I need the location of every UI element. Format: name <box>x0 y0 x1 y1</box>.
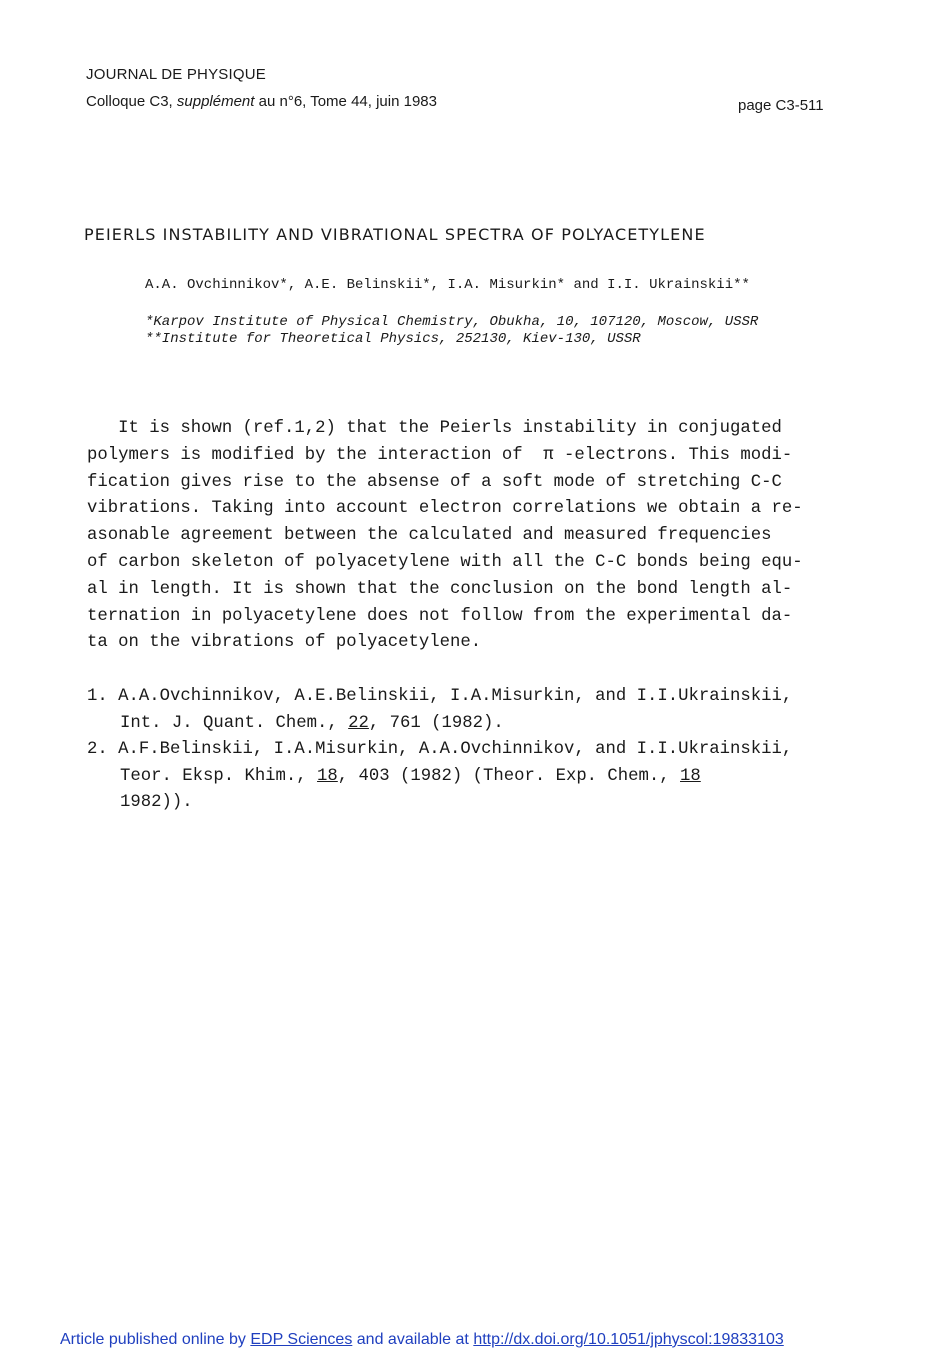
abstract-line: ta on the vibrations of polyacetylene. <box>87 633 482 653</box>
abstract-line: polymers is modified by the interaction of π -electrons. This modi- <box>87 445 793 465</box>
colloque-suffix: au n°6, Tome 44, juin 1983 <box>254 93 437 110</box>
footer-middle: and available at <box>352 1331 474 1348</box>
journal-name: JOURNAL DE PHYSIQUE <box>86 66 266 83</box>
page-number: page C3-511 <box>738 97 824 114</box>
reference-1-pages: , 761 (1982). <box>368 713 504 733</box>
colloque-prefix: Colloque C3, <box>86 93 177 110</box>
reference-1-journal: Int. J. Quant. Chem., <box>120 713 349 733</box>
abstract-line: It is shown (ref.1,2) that the Peierls instability in conjugated <box>87 419 782 438</box>
article-title: PEIERLS INSTABILITY AND VIBRATIONAL SPECTRA OF POLYACETYLENE <box>84 225 706 244</box>
reference-2-pages: , 403 (1982) (Theor. Exp. Chem., <box>337 766 681 786</box>
reference-2-line-1: 2. A.F.Belinskii, I.A.Misurkin, A.A.Ovchinnikov, and I.I.Ukrainskii, <box>87 740 793 760</box>
abstract-line: ternation in polyacetylene does not follow from the experimental da- <box>87 606 793 626</box>
reference-2-volume: 18 <box>317 766 338 786</box>
reference-2-journal: Teor. Eksp. Khim., <box>120 766 318 786</box>
reference-2-line-3: 1982)). <box>120 793 193 813</box>
author-list: A.A. Ovchinnikov*, A.E. Belinskii*, I.A. Misurkin* and I.I. Ukrainskii** <box>145 277 750 293</box>
reference-2-line-2 <box>87 764 792 791</box>
affiliation-2: **Institute for Theoretical Physics, 252130, Kiev-130, USSR <box>145 331 641 347</box>
affiliation-1: *Karpov Institute of Physical Chemistry, Obukha, 10, 107120, Moscow, USSR <box>145 314 759 330</box>
publication-footer <box>60 1331 784 1349</box>
colloque-supplement: supplément <box>176 93 255 110</box>
colloque-info <box>86 93 437 110</box>
reference-1-volume: 22 <box>348 713 369 733</box>
reference-2-volume-translation: 18 <box>680 766 701 786</box>
reference-list <box>87 684 792 817</box>
abstract-line: of carbon skeleton of polyacetylene with all the C-C bonds being equ- <box>87 552 803 572</box>
publisher-link[interactable]: EDP Sciences <box>250 1331 353 1348</box>
reference-1-line-1: 1. A.A.Ovchinnikov, A.E.Belinskii, I.A.Misurkin, and I.I.Ukrainskii, <box>87 687 793 706</box>
doi-link[interactable]: http://dx.doi.org/10.1051/jphyscol:19833103 <box>473 1331 784 1348</box>
abstract <box>87 416 803 657</box>
abstract-line: vibrations. Taking into account electron correlations we obtain a re- <box>87 499 803 519</box>
abstract-line: asonable agreement between the calculated and measured frequencies <box>87 526 772 546</box>
footer-prefix: Article published online by <box>60 1331 251 1348</box>
abstract-line: fication gives rise to the absense of a soft mode of stretching C-C <box>87 472 782 492</box>
reference-1-line-2 <box>87 711 792 738</box>
abstract-line: al in length. It is shown that the conclusion on the bond length al- <box>87 579 793 599</box>
